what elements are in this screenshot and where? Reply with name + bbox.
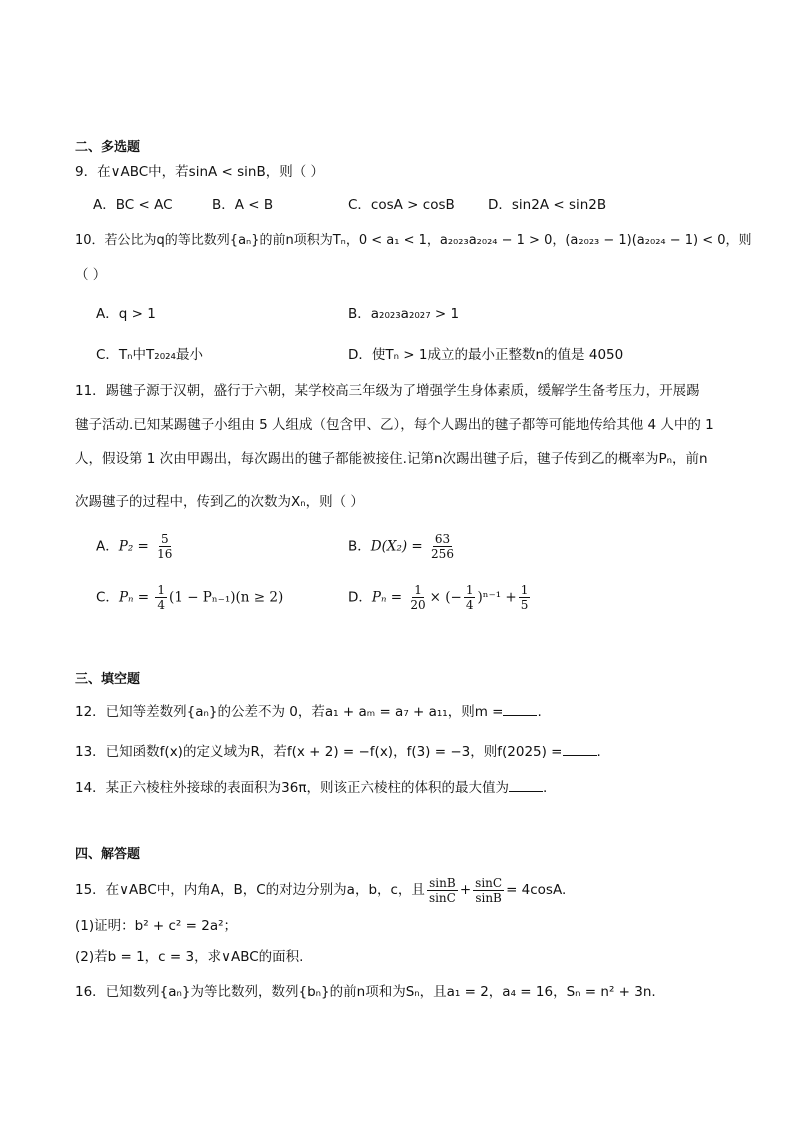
q16-text: 16．已知数列{aₙ}为等比数列，数列{bₙ}的前n项和为Sₙ，且a₁ = 2，a₄ = 16，Sₙ = n² + 3n. (75, 984, 656, 1000)
q9-option-a: A．BC < AC (93, 197, 173, 213)
q11-d-fraction-1 (408, 583, 427, 612)
q11-option-c (96, 583, 283, 612)
q9-option-c: C．cosA > cosB (348, 197, 455, 213)
q11-c-num: 1 (157, 583, 166, 597)
q11-a-lhs: P₂ = (118, 538, 149, 555)
q12-end: . (537, 704, 542, 720)
q15-part-1: (1)证明：b² + c² = 2a²； (75, 918, 237, 934)
q11-option-d (348, 583, 532, 612)
q15-f1-den: sinC (428, 890, 456, 905)
q11-b-den: 256 (431, 547, 454, 561)
q11-line-2: 毽子活动.已知某踢毽子小组由 5 人组成（包含甲、乙），每个人踢出的毽子都等可能地传给其他 4 人中的 1 (75, 417, 714, 433)
q14-answer-blank (509, 779, 543, 792)
q11-c-den: 4 (157, 598, 166, 612)
q14-text: 14．某正六棱柱外接球的表面积为36π，则该正六棱柱的体积的最大值为 (75, 780, 509, 796)
q11-option-a (96, 532, 176, 561)
q11-option-b (348, 532, 458, 561)
q15-plus: + (459, 882, 472, 898)
q11-c-rest: (1 − Pₙ₋₁)(n ≥ 2) (169, 589, 284, 606)
q12-answer-blank (503, 703, 537, 716)
q11-a-den: 16 (157, 547, 173, 561)
q9-option-d: D．sin2A < sin2B (488, 197, 607, 213)
q11-b-lhs: D(X₂) = (370, 538, 423, 555)
q11-d-lhs: Pₙ = (371, 589, 403, 606)
q10-option-d: D．使Tₙ > 1成立的最小正整数n的值是 4050 (348, 347, 624, 363)
q11-a-label: A． (96, 538, 119, 555)
section-multi-choice: 二、多选题 (75, 140, 141, 155)
q11-b-label: B． (348, 538, 371, 555)
q13-answer-blank (563, 743, 597, 756)
q13-text: 13．已知函数f(x)的定义域为R，若f(x + 2) = −f(x)，f(3) = −3，则f(2025) = (75, 744, 563, 760)
q11-d-den-3: 5 (520, 598, 529, 612)
q15-f2-den: sinB (475, 890, 502, 905)
q15-f2-num: sinC (475, 875, 503, 890)
q9-stem: 9．在∨ABC中，若sinA < sinB，则（ ） (75, 164, 325, 180)
section-fill-blank: 三、填空题 (75, 672, 141, 687)
q15-stem-a: 15．在∨ABC中，内角A，B，C的对边分别为a，b，c，且 (75, 882, 425, 898)
q14 (75, 779, 547, 797)
section-answer: 四、解答题 (75, 847, 141, 862)
q15-stem (75, 872, 566, 908)
q10-option-a: A．q > 1 (96, 306, 156, 322)
q15-stem-b: = 4cosA. (506, 882, 567, 898)
q11-d-fraction-3 (519, 583, 531, 612)
q14-end: . (542, 780, 548, 796)
q11-d-mid: × (− (429, 589, 462, 606)
q11-d-num-2: 1 (465, 583, 474, 597)
q15-part-2: (2)若b = 1，c = 3，求∨ABC的面积. (75, 949, 304, 965)
q11-c-fraction (155, 583, 167, 612)
q15-f1-num: sinB (429, 875, 456, 890)
q11-line-1: 11．踢毽子源于汉朝，盛行于六朝，某学校高三年级为了增强学生身体素质，缓解学生备考压力，开展踢 (75, 383, 700, 399)
q15-fraction-2 (473, 876, 504, 905)
q11-line-3: 人，假设第 1 次由甲踢出，每次踢出的毽子都能被接住.记第n次踢出毽子后，毽子传到乙的概率为Pₙ，前n (75, 451, 708, 467)
q11-c-label: C． (96, 589, 119, 606)
q11-a-fraction (155, 532, 174, 561)
q11-line-4: 次踢毽子的过程中，传到乙的次数为Xₙ，则（ ） (75, 494, 364, 510)
q11-c-lhs: Pₙ = (118, 589, 150, 606)
q10-option-b: B．a₂₀₂₃a₂₀₂₇ > 1 (348, 306, 460, 322)
q11-d-den-2: 4 (465, 598, 474, 612)
q15-fraction-1 (427, 876, 458, 905)
q11-d-fraction-2 (464, 583, 476, 612)
q10-option-c: C．Tₙ中T₂₀₂₄最小 (96, 347, 203, 363)
q11-d-num-3: 1 (520, 583, 529, 597)
q10-stem: 10．若公比为q的等比数列{aₙ}的前n项积为Tₙ，0 < a₁ < 1，a₂₀₂₃a₂₀₂₄ − 1 > 0，(a₂₀₂₃ − 1)(a₂₀₂₄ − 1) < 0，则 (75, 233, 752, 248)
q13 (75, 743, 601, 761)
q11-b-fraction (429, 532, 456, 561)
q12-text: 12．已知等差数列{aₙ}的公差不为 0，若a₁ + aₘ = a₇ + a₁₁，则m = (75, 704, 504, 720)
q13-end: . (596, 744, 601, 760)
q12 (75, 703, 542, 721)
q11-d-den-1: 20 (410, 598, 426, 612)
q11-d-pow: )ⁿ⁻¹ + (477, 589, 517, 606)
q11-a-num: 5 (160, 532, 169, 546)
q11-d-num-1: 1 (414, 583, 422, 597)
q10-stem-paren: （ ） (75, 267, 107, 283)
q9-option-b: B．A < B (212, 197, 274, 213)
q11-d-label: D． (348, 589, 372, 606)
q11-b-num: 63 (434, 532, 451, 546)
